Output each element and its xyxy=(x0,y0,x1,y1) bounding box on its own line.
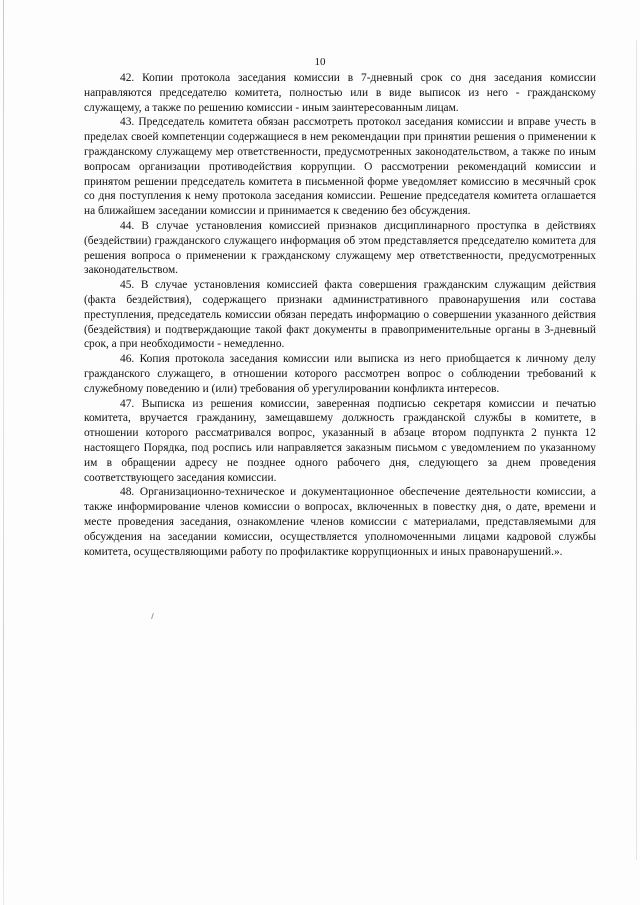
paragraph-46: 46. Копия протокола заседания комиссии или выписка из него приобщается к личному делу гражданского служащего, в отношении которого рассмотрен вопрос о соблюдении требований к служебному поведению и (или) требования об урегулировании конфликта интересов. xyxy=(84,353,596,395)
paragraph-47: 47. Выписка из решения комиссии, заверенная подписью секретаря комиссии и печатью комитета, вручается гражданину, замещавшему должность гражданской службы в комитете, в отношении которого рассматривался вопрос, указанный в абзаце втором подпункта 2 пункта 12 настоящего Порядка, под роспись или направляется заказным письмом с уведомлением по указанному им в обращении адресу не позднее одного рабочего дня, следующего за днем проведения соответствующего заседания комиссии. xyxy=(84,397,596,484)
paragraph-42: 42. Копии протокола заседания комиссии в 7-дневный срок со дня заседания комиссии направляются председателю комитета, полностью или в виде выписок из него - гражданскому служащему, а также по решению комиссии - иным заинтересованным лицам. xyxy=(84,72,596,114)
scan-edge-left xyxy=(3,0,4,905)
paragraph-44: 44. В случае установления комиссией признаков дисциплинарного проступка в действиях (бездействии) гражданского служащего информация об этом представляется председателю комитета для решения вопроса о применении к гражданскому служащему мер ответственности, предусмотренных законодательством. xyxy=(84,219,596,277)
paragraph-43: 43. Председатель комитета обязан рассмотреть протокол заседания комиссии и вправе учесть в пределах своей компетенции содержащиеся в нем рекомендации при принятии решения о применении к гражданскому служащему мер ответственности, предусмотренных законодательством, а также по иным вопросам организации противодействия коррупции. О рассмотрении рекомендаций комиссии и принятом решении председатель комитета в письменной форме уведомляет комиссию в месячный срок со дня поступления к нему протокола заседания комиссии. Решение председателя комитета оглашается на ближайшем заседании комиссии и принимается к сведению без обсуждения. xyxy=(84,116,596,218)
page-number: 10 xyxy=(314,56,326,68)
document-body xyxy=(84,71,596,559)
paragraph-45: 45. В случае установления комиссией факта совершения гражданским служащим действия (факта бездействия), содержащего признаки административного правонарушения или состава преступления, председатель комиссии обязан передать информацию о совершении указанного действия (бездействия) и подтверждающие такой факт документы в правоприменительные органы в 3-дневный срок, а при необходимости - немедленно. xyxy=(84,279,596,351)
scan-edge-right xyxy=(636,40,637,860)
paragraph-48: 48. Организационно-техническое и документационное обеспечение деятельности комиссии, а также информирование членов комиссии о вопросах, включенных в повестку дня, о дате, времени и месте проведения заседания, ознакомление членов комиссии с материалами, представляемыми для обсуждения на заседании комиссии, осуществляется уполномоченными лицами кадровой службы комитета, осуществляющими работу по профилактике коррупционных и иных правонарушений.». xyxy=(84,486,596,558)
scan-artifact-mark xyxy=(151,613,154,619)
